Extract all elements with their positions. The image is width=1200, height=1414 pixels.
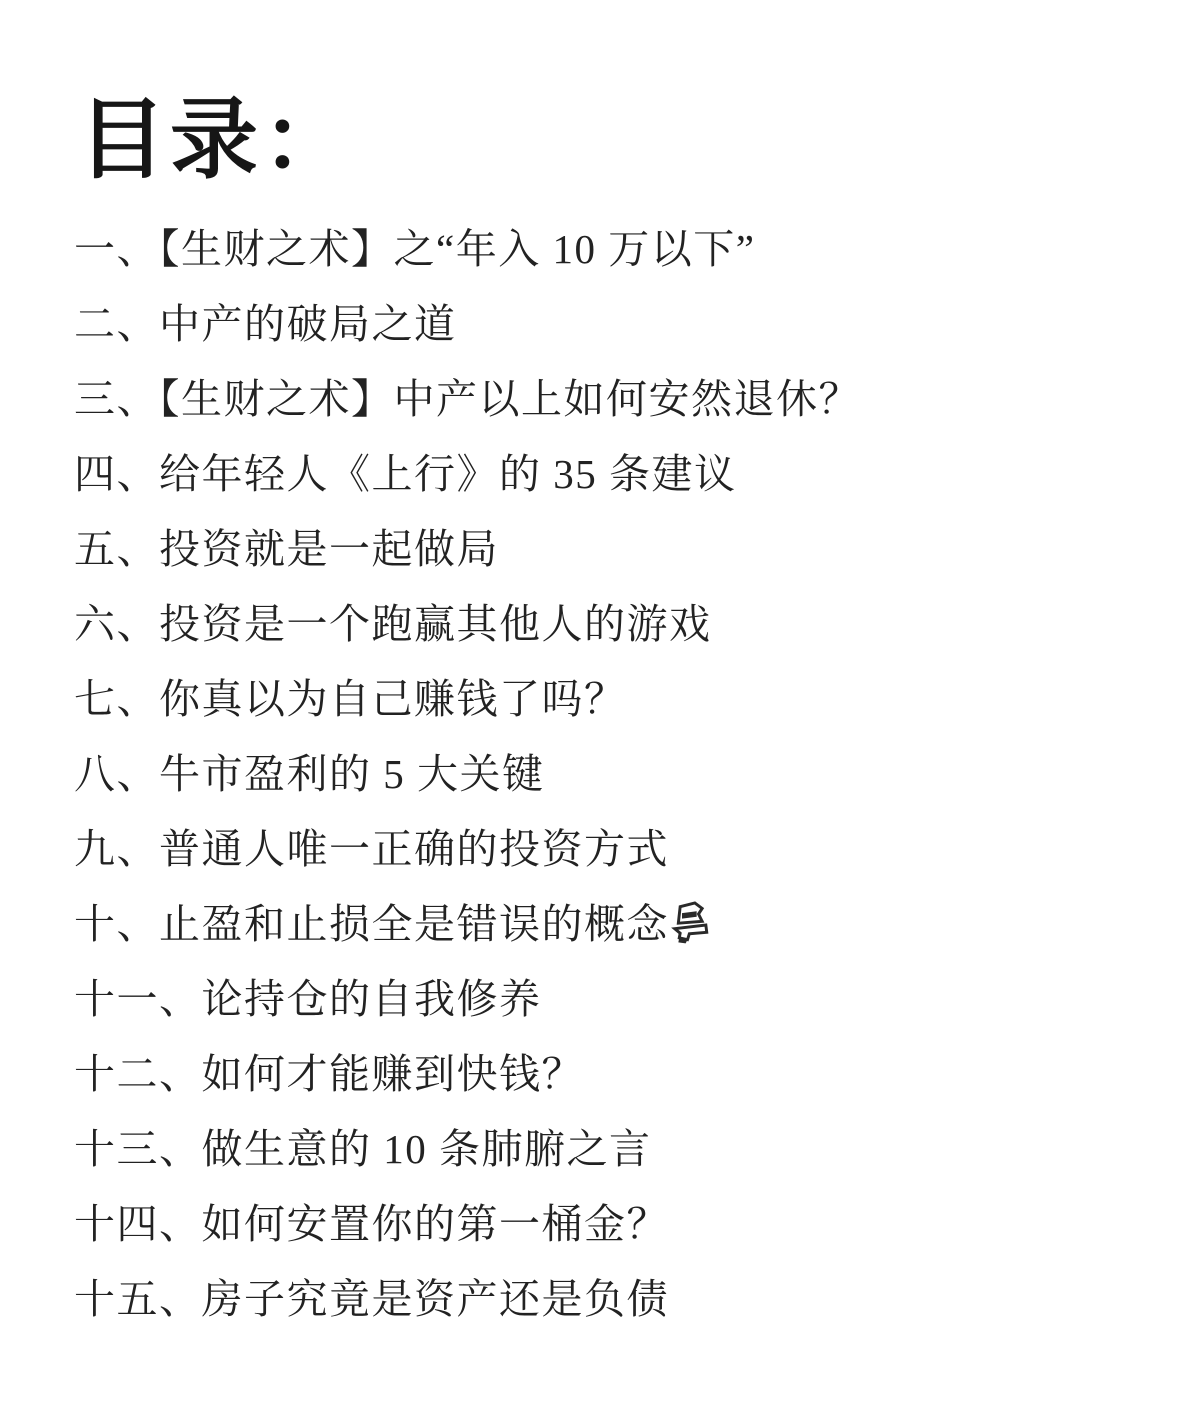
toc-item-8 (74, 733, 1160, 808)
garbled-emoji-glyph (671, 901, 715, 949)
toc-item-text: 二、中产的破局之道 (74, 301, 457, 347)
toc-item-text: 五、投资就是一起做局 (74, 526, 499, 572)
toc-item-text: 四、给年轻人《上行》的 35 条建议 (74, 451, 737, 497)
toc-item-text: 十三、做生意的 10 条肺腑之言 (74, 1126, 652, 1172)
toc-item-text: 九、普通人唯一正确的投资方式 (74, 826, 669, 872)
toc-item-text: 八、牛市盈利的 5 大关键 (74, 751, 545, 797)
toc-item-text: 七、你真以为自己赚钱了吗？ (74, 676, 627, 722)
toc-item-text: 一、【生财之术】之“年入 10 万以下” (74, 226, 756, 272)
toc-list (74, 208, 1160, 1333)
toc-item-text: 十五、房子究竟是资产还是负债 (74, 1276, 669, 1322)
toc-item-text: 十一、论持仓的自我修养 (74, 976, 542, 1022)
toc-item-13 (74, 1108, 1160, 1183)
toc-item-6 (74, 583, 1160, 658)
toc-item-14 (74, 1183, 1160, 1258)
toc-item-text: 十、止盈和止损全是错误的概念 (74, 901, 669, 947)
toc-item-10 (74, 883, 1160, 958)
toc-item-3 (74, 358, 1160, 433)
toc-item-15 (74, 1258, 1160, 1333)
toc-item-12 (74, 1033, 1160, 1108)
toc-item-2 (74, 283, 1160, 358)
toc-item-text: 三、【生财之术】中产以上如何安然退休？ (74, 376, 861, 422)
toc-item-7 (74, 658, 1160, 733)
toc-item-text: 十四、如何安置你的第一桶金？ (74, 1201, 669, 1247)
toc-item-text: 十二、如何才能赚到快钱？ (74, 1051, 584, 1097)
toc-item-9 (74, 808, 1160, 883)
toc-item-11 (74, 958, 1160, 1033)
toc-item-1 (74, 208, 1160, 283)
toc-item-text: 六、投资是一个跑赢其他人的游戏 (74, 601, 712, 647)
toc-item-4 (74, 433, 1160, 508)
toc-title: 目录： (78, 93, 355, 190)
toc-item-5 (74, 508, 1160, 583)
